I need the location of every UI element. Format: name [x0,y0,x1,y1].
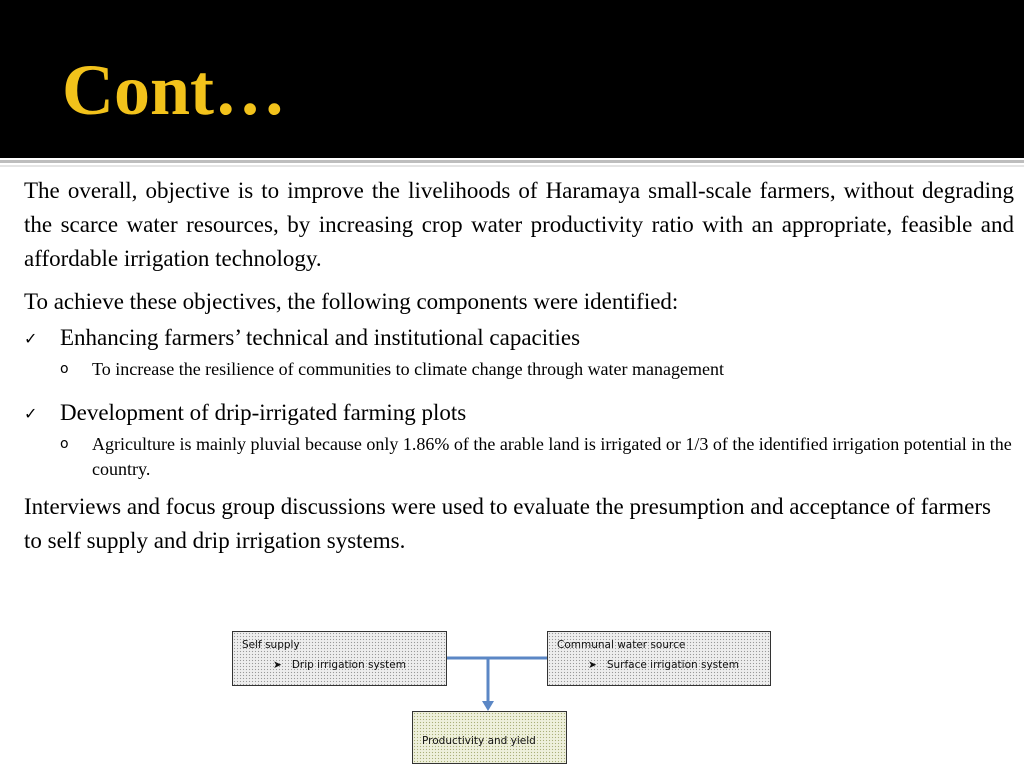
productivity-box [412,711,567,764]
arrow-bullet-icon: ➤ [588,659,597,671]
communal-water-item [588,659,739,671]
self-supply-item [273,659,406,671]
component-subitem-text: Agriculture is mainly pluvial because only 1.86% of the arable land is irrigated or 1/3 of the identified irrigation potential in the country. [92,434,1012,479]
component-subitem-text: To increase the resilience of communities to climate change through water management [92,359,724,379]
self-supply-heading: Self supply [242,639,300,651]
component-label: Enhancing farmers’ technical and institutional capacities [60,325,581,350]
slide-title: Cont… [62,50,287,130]
checkmark-icon: ✓ [24,404,38,423]
closing-paragraph: Interviews and focus group discussions were used to evaluate the presumption and acceptance of farmers to self supply and drip irrigation systems. [24,494,991,553]
productivity-label: Productivity and yield [422,735,536,747]
self-supply-item-text: Drip irrigation system [291,659,406,671]
communal-water-item-text: Surface irrigation system [606,659,739,671]
objective-paragraph: The overall, objective is to improve the livelihoods of Haramaya small-scale farmers, without degrading the scarce water resources, by increasing crop water productivity ratio with an appropriate, feasible and affordable irrigation technology. [24,178,1014,271]
component-label: Development of drip-irrigated farming plots [60,400,467,425]
down-arrow-icon [482,701,494,711]
self-supply-box [232,631,447,686]
arrow-bullet-icon: ➤ [273,659,282,671]
communal-water-box [547,631,771,686]
circle-bullet-icon: o [60,361,69,377]
communal-water-heading: Communal water source [557,639,686,651]
circle-bullet-icon: o [60,436,69,452]
components-intro: To achieve these objectives, the following components were identified: [24,289,679,314]
checkmark-icon: ✓ [24,329,38,348]
